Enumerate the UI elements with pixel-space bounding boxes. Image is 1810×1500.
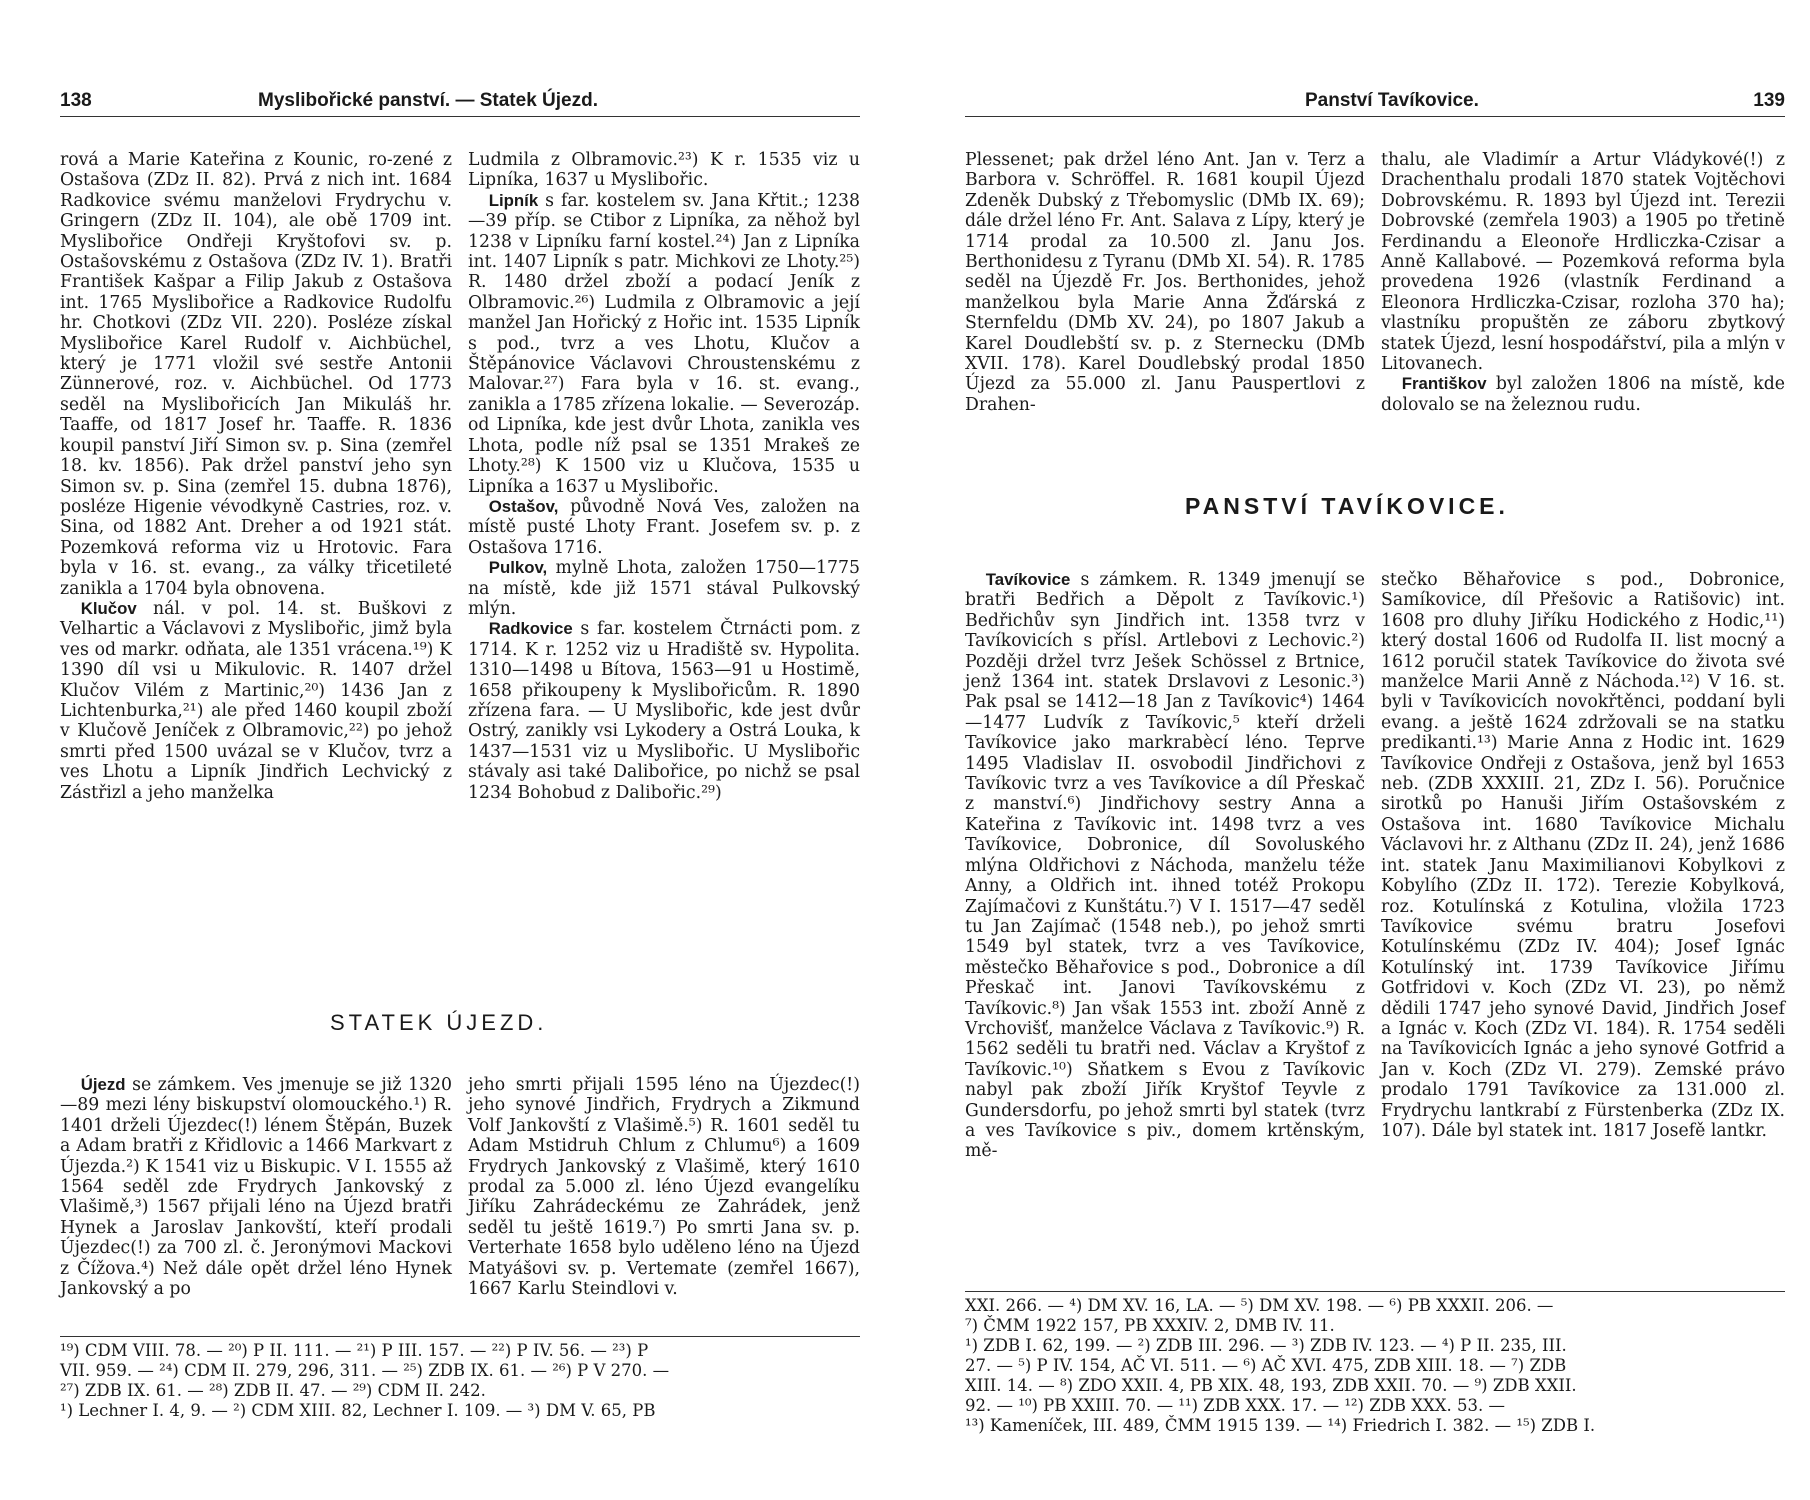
tavikovice-continued-paragraph: stečko Běhařovice s pod., Dobronice, Samíkovice, díl Přešovic a Ratišovic) int. 1608 pro dluhy Jiříku Hodického z Hodic,¹¹) který dostal 1606 od Rudolfa II. list mocný a 1612 poručil statek Tavíkovice do života své manželce Marii Anně z Náchoda.¹²) V 16. st. byli v Tavíkovicích novokřtěnci, poddaní byli evang. a ještě 1624 zdržovali se na statku predikanti.¹³) Marie Anna z Hodic int. 1629 Tavíkovice Ondřeji z Ostašova, jenž byl 1653 neb. (ZDB XXXIII. 21, ZDz I. 56). Poručnice sirotků po Hanuši Jiřím Ostašovském z Ostašova int. 1680 Tavíkovice Michalu Václavovi hr. z Althanu (ZDz II. 24), jenž 1686 int. statek Janu Maximilianovi Kobylkovi z Kobylího (ZDz II. 172). Terezie Kobylková, roz. Kotulínská z Kotulina, vložila 1723 Tavíkovice svému bratru Josefovi Kotulínskému (ZDz IV. 404); Josef Ignác Kotulínský int. 1739 Tavíkovice Jiřímu Gotfridovi v. Koch (ZDz VI. 23), po němž dědili 1747 jeho synové David, Jindřich Josef a Ignác v. Koch (ZDz VI. 184). R. 1754 seděli na Tavíkovicích Ignác a jeho synové Gotfrid a Jan v. Koch (ZDz VI. 279). Zemské právo prodalo 1791 Tavíkovice za 131.000 zl. Frydrychu lantkrabí z Fürstenberka (ZDz IX. 107). Dále byl statek int. 1817 Josefě lantkr.	[1381, 570, 1785, 1141]
klucov-text: nál. v pol. 14. st. Buškovi z Velhartic a Václavovi z Myslibořic, jimž byla ves od markr. odňata, ale 1351 vrácena.¹⁹) K 1390 díl vsi u Mikulovic. R. 1407 držel Klučov Vilém z Martinic,²⁰) 1436 Jan z Lichtenburka,²¹) ale před 1460 koupil zboží v Klučově Jeníček z Olbramovic,²²) po jehož smrti před 1500 uvázal se v Klučov, tvrz a ves Lhotu a Lipník Jindřich Lechvický z Zástřizl a jeho manželka	[60, 598, 452, 803]
right-col-2	[1381, 150, 1785, 415]
footnote-line: XXI. 266. — ⁴) DM XV. 16, LA. — ⁵) DM XV. 198. — ⁶) PB XXXII. 206. —	[965, 1296, 1554, 1315]
ostasov-paragraph	[468, 497, 860, 558]
footnote-line: ⁷) ČMM 1922 157, PB XXXIV. 2, DMB IV. 11.	[965, 1316, 1335, 1335]
left-page-number: 138	[60, 90, 92, 111]
panstvi-tavikovice-heading: PANSTVÍ TAVÍKOVICE.	[1185, 493, 1509, 519]
right-footnotes	[965, 1291, 1785, 1436]
ujezd-continued-paragraph: jeho smrti přijali 1595 léno na Újezdec(!) jeho synové Jindřich, Frydrych a Zikmund Volf Jankovští z Vlašimě.⁵) R. 1601 seděl tu Adam Mstidruh Chlum z Chlumu⁶) a 1609 Frydrych Jankovský z Vlašimě, který 1610 prodal za 5.000 zl. léno Újezd evangelíku Jiříku Zahrádeckému ze Zahrádek, jenž seděl tu ještě 1619.⁷) Po smrti Jana sv. p. Verterhate 1658 bylo uděleno léno na Újezd Matyášovi sv. p. Vertemate (zemřel 1667), 1667 Karlu Steindlovi v.	[468, 1075, 860, 1300]
footnote-line: 92. — ¹⁰) PB XXIII. 70. — ¹¹) ZDB XXX. 17. — ¹²) ZDB XXX. 53. —	[965, 1396, 1506, 1415]
right-col-1	[965, 150, 1365, 415]
ostasov-text: původně Nová Ves, založen na místě pusté Lhoty Frant. Josefem sv. p. z Ostašova 1716.	[468, 496, 860, 558]
statek-ujezd-heading: STATEK ÚJEZD.	[330, 1010, 548, 1035]
footnote-line: ¹) ZDB I. 62, 199. — ²) ZDB III. 296. — ³) ZDB IV. 123. — ⁴) P II. 235, III.	[965, 1336, 1567, 1355]
left-col-1	[60, 150, 452, 803]
lipnik-paragraph	[468, 191, 860, 497]
right-running-head	[965, 88, 1785, 117]
thalu-paragraph: thalu, ale Vladimír a Artur Vládykové(!) z Drachenthalu prodali 1870 statek Vojtěchovi Dobrovskému. R. 1893 byl Újezd int. Terezii Dobrovské (zemřela 1903) a 1905 po třetině Ferdinandu a Eleonoře Hrdliczka-Czisar a Anně Kallabové. — Pozemková reforma byla provedena 1926 (vlastník Ferdinand a Eleonora Hrdliczka-Czisar, rozloha 370 ha); vlastníku propuštěn ze záboru zbytkový statek Újezd, lesní hospodářství, pila a mlýn v Litovanech.	[1381, 150, 1785, 375]
radkovice-heading: Radkovice	[488, 619, 573, 639]
myslibořice-paragraph: rová a Marie Kateřina z Kounic, ro-zené z Ostašova (ZDz II. 82). Prvá z nich int. 1684 Radkovice svému manželovi Frydrychu v. Gringern (ZDz II. 104), ale obě 1709 int. Myslibořice Ondřeji Kryštofovi sv. p. Ostašovskému z Ostašova (ZDz IV. 1). Bratři František Kašpar a Filip Jakub z Ostašova int. 1765 Myslibořice a Radkovice Rudolfu hr. Chotkovi (ZDz VII. 220). Posléze získal Myslibořice Karel Rudolf v. Aichbüchel, který je 1771 vložil své sestře Antonii Zünnerové, roz. v. Aichbüchel. Od 1773 seděl na Myslibořicích Jan Mikuláš hr. Taaffe, od 1817 Josef hr. Taaffe. R. 1836 koupil panství Jiří Simon sv. p. Sina (zemřel 18. kv. 1856). Pak držel panství jeho syn Simon sv. p. Sina (zemřel 15. dubna 1876), posléze Higenie vévodkyně Castries, roz. v. Sina, od 1882 Ant. Dreher a od 1921 stát. Pozemková reforma viz u Hrotovic. Fara byla v 16. st. evang., za války třicetileté zanikla a 1704 byla obnovena.	[60, 150, 452, 599]
tavikovice-text: s zámkem. R. 1349 jmenují se bratři Bedřich a Děpolt z Tavíkovic.¹) Bedřichův syn Jindřich int. 1358 tvrz v Tavíkovicích s přísl. Artlebovi z Lechovic.²) Později držel tvrz Ješek Schössel z Brtnice, jenž 1364 int. statek Drslavovi z Lesonic.³) Pak psal se 1412—18 Jan z Tavíkovic⁴) 1464—1477 Ludvík z Tavíkovic,⁵ kteří drželi Tavíkovice jako markrabècí léno. Teprve 1495 Vladislav II. osvobodil Jindřichovi z Tavíkovic tvrz a ves Tavíkovice a díl Přeskač z manství.⁶) Jindřichovy sestry Anna a Kateřina z Tavíkovic int. 1498 tvrz a ves Tavíkovice, Dobronice, díl Sovoluského mlýna Oldřichovi z Náchoda, manželu téže Anny, a Oldřich int. ihned totéž Prokopu Zajímačovi z Kunštátu.⁷) V I. 1517—47 seděl tu Jan Zajímač (1548 neb.), po jehož smrti 1549 byl statek, tvrz a ves Tavíkovice, městečko Běhařovice s pod., Dobronice a díl Přeskač int. Janovi Tavíkovskému z Tavíkovic.⁸) Jan však 1553 int. zboží Anně z Vrchovišť, manželce Václava z Tavíkovic.⁹) R. 1562 seděli tu bratři ned. Václav a Kryštof z Tavíkovic.¹⁰) Sňatkem s Evou z Tavíkovic nabyl pak zboží Jiřík Kryštof Teyvle z Gundersdorfu, po jehož smrti byl statek (tvrz a ves Tavíkovice s piv., domem krtěnským, mě-	[965, 570, 1365, 1162]
pulkov-paragraph	[468, 558, 860, 619]
frantiskov-heading: Františkov	[1401, 374, 1487, 394]
tavikovice-col-1	[965, 570, 1365, 1162]
lipnik-text: s far. kostelem sv. Jana Křtit.; 1238—39 příp. se Ctibor z Lipníka, za něhož byl 1238 v Lipníku farní kostel.²⁴) Jan z Lipníka int. 1407 Lipník s patr. Michkovi ze Lhoty.²⁵) R. 1480 držel zboží a podací Jeník z Olbramovic.²⁶) Ludmila z Olbramovic a její manžel Jan Hořický z Hořic int. 1535 Lipník s pod., tvrz a ves Lhotu, Klučov a Štěpánovice Václavovi Chroustenskému z Malovar.²⁷) Fara byla v 16. st. evang., zanikla a 1785 zřízena lokalie. — Severozáp. od Lipníka, kde jest dvůr Lhota, zanikla ves Lhota, podle níž psal se 1351 Mrakeš ze Lhoty.²⁸) K 1500 viz u Klučova, 1535 u Lipníka a 1637 u Myslibořic.	[468, 190, 860, 497]
tavikovice-col-2	[1381, 570, 1785, 1141]
ludmila-paragraph: Ludmila z Olbramovic.²³) K r. 1535 viz u Lipníka, 1637 u Myslibořic.	[468, 150, 860, 191]
ujezd-text: se zámkem. Ves jmenuje se již 1320—89 mezi lény biskupství olomouckého.¹) R. 1401 drželi Újezdec(!) lénem Štěpán, Buzek a Adam bratři z Křidlovic a 1466 Markvart z Újezda.²) K 1541 viz u Biskupic. V I. 1555 až 1564 seděl zde Frydrych Jankovský z Vlašimě,³) 1567 přijali léno na Újezd bratři Hynek a Jaroslav Jankovští, kteří prodali Újezdec(!) za 700 zl. č. Jeronýmovi Mackovi z Čížova.⁴) Než dále opět držel léno Hynek Jankovský a po	[60, 1075, 452, 1300]
radkovice-text: s far. kostelem Čtrnácti pom. z 1714. K r. 1252 viz u Hradiště sv. Hypolita. 1310—1498 u Bítova, 1563—91 u Hostimě, 1658 přikoupeny k Myslibořicům. R. 1890 zřízena fara. — U Myslibořic, kde jest dvůr Ostrý, zanikly vsi Lykodery a Ostrá Louka, k 1437—1531 viz u Myslibořic. U Myslibořic stávaly asi také Dalibořice, po nichž se psal 1234 Bohobud z Dalibořic.²⁹)	[468, 619, 860, 803]
left-running-title: Myslibořické panství. — Statek Újezd.	[258, 90, 598, 111]
footnote-line: ¹⁹) CDM VIII. 78. — ²⁰) P II. 111. — ²¹) P III. 157. — ²²) P IV. 56. — ²³) P	[60, 1341, 649, 1360]
klucov-paragraph	[60, 599, 452, 803]
ujezd-col-1	[60, 1075, 452, 1299]
left-col-2	[468, 150, 860, 803]
plessenet-paragraph: Plessenet; pak držel léno Ant. Jan v. Terz a Barbora v. Schröffel. R. 1681 koupil Újezd Zdeněk Dubský z Třebomyslic (DMb IX. 69); dále držel léno Fr. Ant. Salava z Lípy, který je 1714 prodal za 10.500 zl. Janu Jos. Berthonidesu z Tyranu (DMb XI. 54). R. 1785 seděl na Újezdě Fr. Jos. Berthonides, jehož manželkou byla Marie Anna Žďárská z Sternfeldu (DMb XV. 24), po 1807 Jakub a Karel Doudlebští sv. p. z Sternecku (DMb XVII. 178). Karel Doudlebský prodal 1850 Újezd za 55.000 zl. Janu Pauspertlovi z Drahen-	[965, 150, 1365, 415]
footnote-line: VII. 959. — ²⁴) CDM II. 279, 296, 311. — ²⁵) ZDB IX. 61. — ²⁶) P V 270. —	[60, 1361, 670, 1380]
frantiskov-paragraph	[1381, 374, 1785, 415]
ujezd-paragraph	[60, 1075, 452, 1299]
left-footnotes	[60, 1336, 860, 1421]
tavikovice-paragraph	[965, 570, 1365, 1162]
right-page	[905, 0, 1810, 1500]
frantiskov-text: byl založen 1806 na místě, kde dolovalo se na železnou rudu.	[1381, 374, 1785, 415]
pulkov-text: mylně Lhota, založen 1750—1775 na místě, kde již 1571 stával Pulkovský mlýn.	[468, 558, 860, 619]
footnote-line: ²⁷) ZDB IX. 61. — ²⁸) ZDB II. 47. — ²⁹) CDM II. 242.	[60, 1381, 486, 1400]
footnote-line: ¹³) Kameníček, III. 489, ČMM 1915 139. — ¹⁴) Friedrich I. 382. — ¹⁵) ZDB I.	[965, 1416, 1596, 1435]
ostasov-heading: Ostašov,	[488, 496, 559, 516]
tavikovice-heading: Tavíkovice	[985, 570, 1071, 589]
ujezd-col-2	[468, 1075, 860, 1299]
radkovice-paragraph	[468, 619, 860, 803]
footnote-line: 27. — ⁵) P IV. 154, AČ VI. 511. — ⁶) AČ XVI. 475, ZDB XIII. 18. — ⁷) ZDB	[965, 1356, 1567, 1375]
right-running-title: Panství Tavíkovice.	[1305, 90, 1479, 111]
footnote-line: ¹) Lechner I. 4, 9. — ²) CDM XIII. 82, Lechner I. 109. — ³) DM V. 65, PB	[60, 1401, 656, 1420]
pulkov-heading: Pulkov,	[488, 558, 548, 578]
lipnik-heading: Lipník	[488, 190, 539, 210]
footnote-line: XIII. 14. — ⁸) ZDO XXII. 4, PB XIX. 48, 193, ZDB XXII. 70. — ⁹) ZDB XXII.	[965, 1376, 1577, 1395]
ujezd-heading: Újezd	[80, 1075, 126, 1094]
klucov-heading: Klučov	[80, 598, 137, 618]
right-page-number: 139	[1753, 90, 1785, 111]
left-running-head	[60, 88, 860, 117]
